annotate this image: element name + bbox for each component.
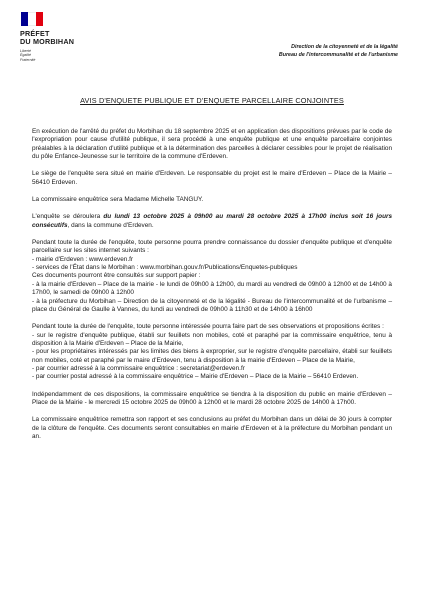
prefecture-logo <box>20 12 110 62</box>
notice-body <box>32 128 392 450</box>
paragraph-consultation: Pendant toute la durée de l'enquête, toute personne pourra prendre connaissance du dossier d'enquête publique et d'enquête parcellaire sur les sites internet suivants : - mairie d'Erdeven : www.erdeven.fr - services de l'État dans le Morbihan : www.morbihan.gouv.fr/Publications/Enquetes-publiques Ces documents pourront être consultés sur support papier : - à la mairie d'Erdeven – Place de la mairie - le lundi de 09h00 à 12h00, du mardi au vendredi de 09h00 à 12h00 et de 14h00 à 17h00, le samedi de 09h00 à 12h00 - à la préfecture du Morbihan – Direction de la citoyenneté et de la légalité - Bureau de l'intercommunalité et de l'urbanisme – place du Général de Gaulle à Vannes, du lundi au vendredi de 09h00 à 11h30 et de 14h00 à 16h00 <box>32 239 392 313</box>
paragraph-observations: Pendant toute la durée de l'enquête, toute personne intéressée pourra faire part de ses observations et propositions écrites : - sur le registre d'enquête publique, établi sur feuillets non mobiles, coté et paraphé par la commissaire enquêtrice, tenu à disposition à la Mairie d'Erdeven – Place de la Mairie, - pour les propriétaires intéressés par les limites des biens à exproprier, sur le registre d'enquête parcellaire, établi sur feuillets non mobiles, coté et paraphé par le maire d'Erdeven, tenu à disposition à la mairie d'Erdeven – Place de la Mairie, - par courrier adressé à la commissaire enquêtrice : secretariat@erdeven.fr - par courrier postal adressé à la commissaire enquêtrice – Mairie d'Erdeven – Place de la Mairie – 56410 Erdeven. <box>32 323 392 381</box>
french-flag-icon <box>21 12 43 26</box>
paragraph-report: La commissaire enquêtrice remettra son rapport et ses conclusions au préfet du Morbihan dans un délai de 30 jours à compter de la clôture de l'enquête. Ces documents seront consultables en mairie d'Erdeven et à la préfecture du Morbihan pendant un an. <box>32 416 392 440</box>
paragraph-commissioner: La commissaire enquêtrice sera Madame Michelle TANGUY. <box>32 196 204 204</box>
prefet-title: PRÉFET DU MORBIHAN <box>20 29 75 46</box>
paragraph-decree: En exécution de l'arrêté du préfet du Morbihan du 18 septembre 2025 et en application des dispositions prévues par le code de l'expropriation pour cause d'utilité publique, il sera procédé à une enquête publique et une enquête parcellaire conjointes préalables à la déclaration d'utilité publique et à la détermination des parcelles à déclarer cessibles pour le projet de réalisation du pôle Enfance-Jeunesse sur le territoire de la commune d'Erdeven. <box>32 128 392 161</box>
enquiry-dates: du lundi 13 octobre 2025 à 09h00 au mardi 28 octobre 2025 à 17h00 inclus soit 16 jours consécutifs <box>32 213 393 229</box>
service-header <box>279 44 398 59</box>
paragraph-dates: L'enquête se déroulera du lundi 13 octobre 2025 à 09h00 au mardi 28 octobre 2025 à 17h00 inclus soit 16 jours consécutifs, dans la commune d'Erdeven. <box>32 213 393 229</box>
republic-motto: Liberté Égalité Fraternité <box>20 49 36 62</box>
service-bureau: Bureau de l'intercommunalité et de l'urbanisme <box>278 51 398 58</box>
service-direction: Direction de la citoyenneté et de la légalité <box>291 44 398 50</box>
paragraph-permanences: Indépendamment de ces dispositions, la commissaire enquêtrice se tiendra à la disposition du public en mairie d'Erdeven – Place de la Mairie - le mercredi 15 octobre 2025 de 09h00 à 12h00 et le mardi 28 octobre 2025 de 14h00 à 17h00. <box>32 390 392 406</box>
notice-title: AVIS D'ENQUETE PUBLIQUE ET D'ENQUETE PARCELLAIRE CONJOINTES <box>80 96 344 105</box>
paragraph-seat: Le siège de l'enquête sera situé en mairie d'Erdeven. Le responsable du projet est le maire d'Erdeven – Place de la Mairie – 56410 Erdeven. <box>32 170 392 186</box>
